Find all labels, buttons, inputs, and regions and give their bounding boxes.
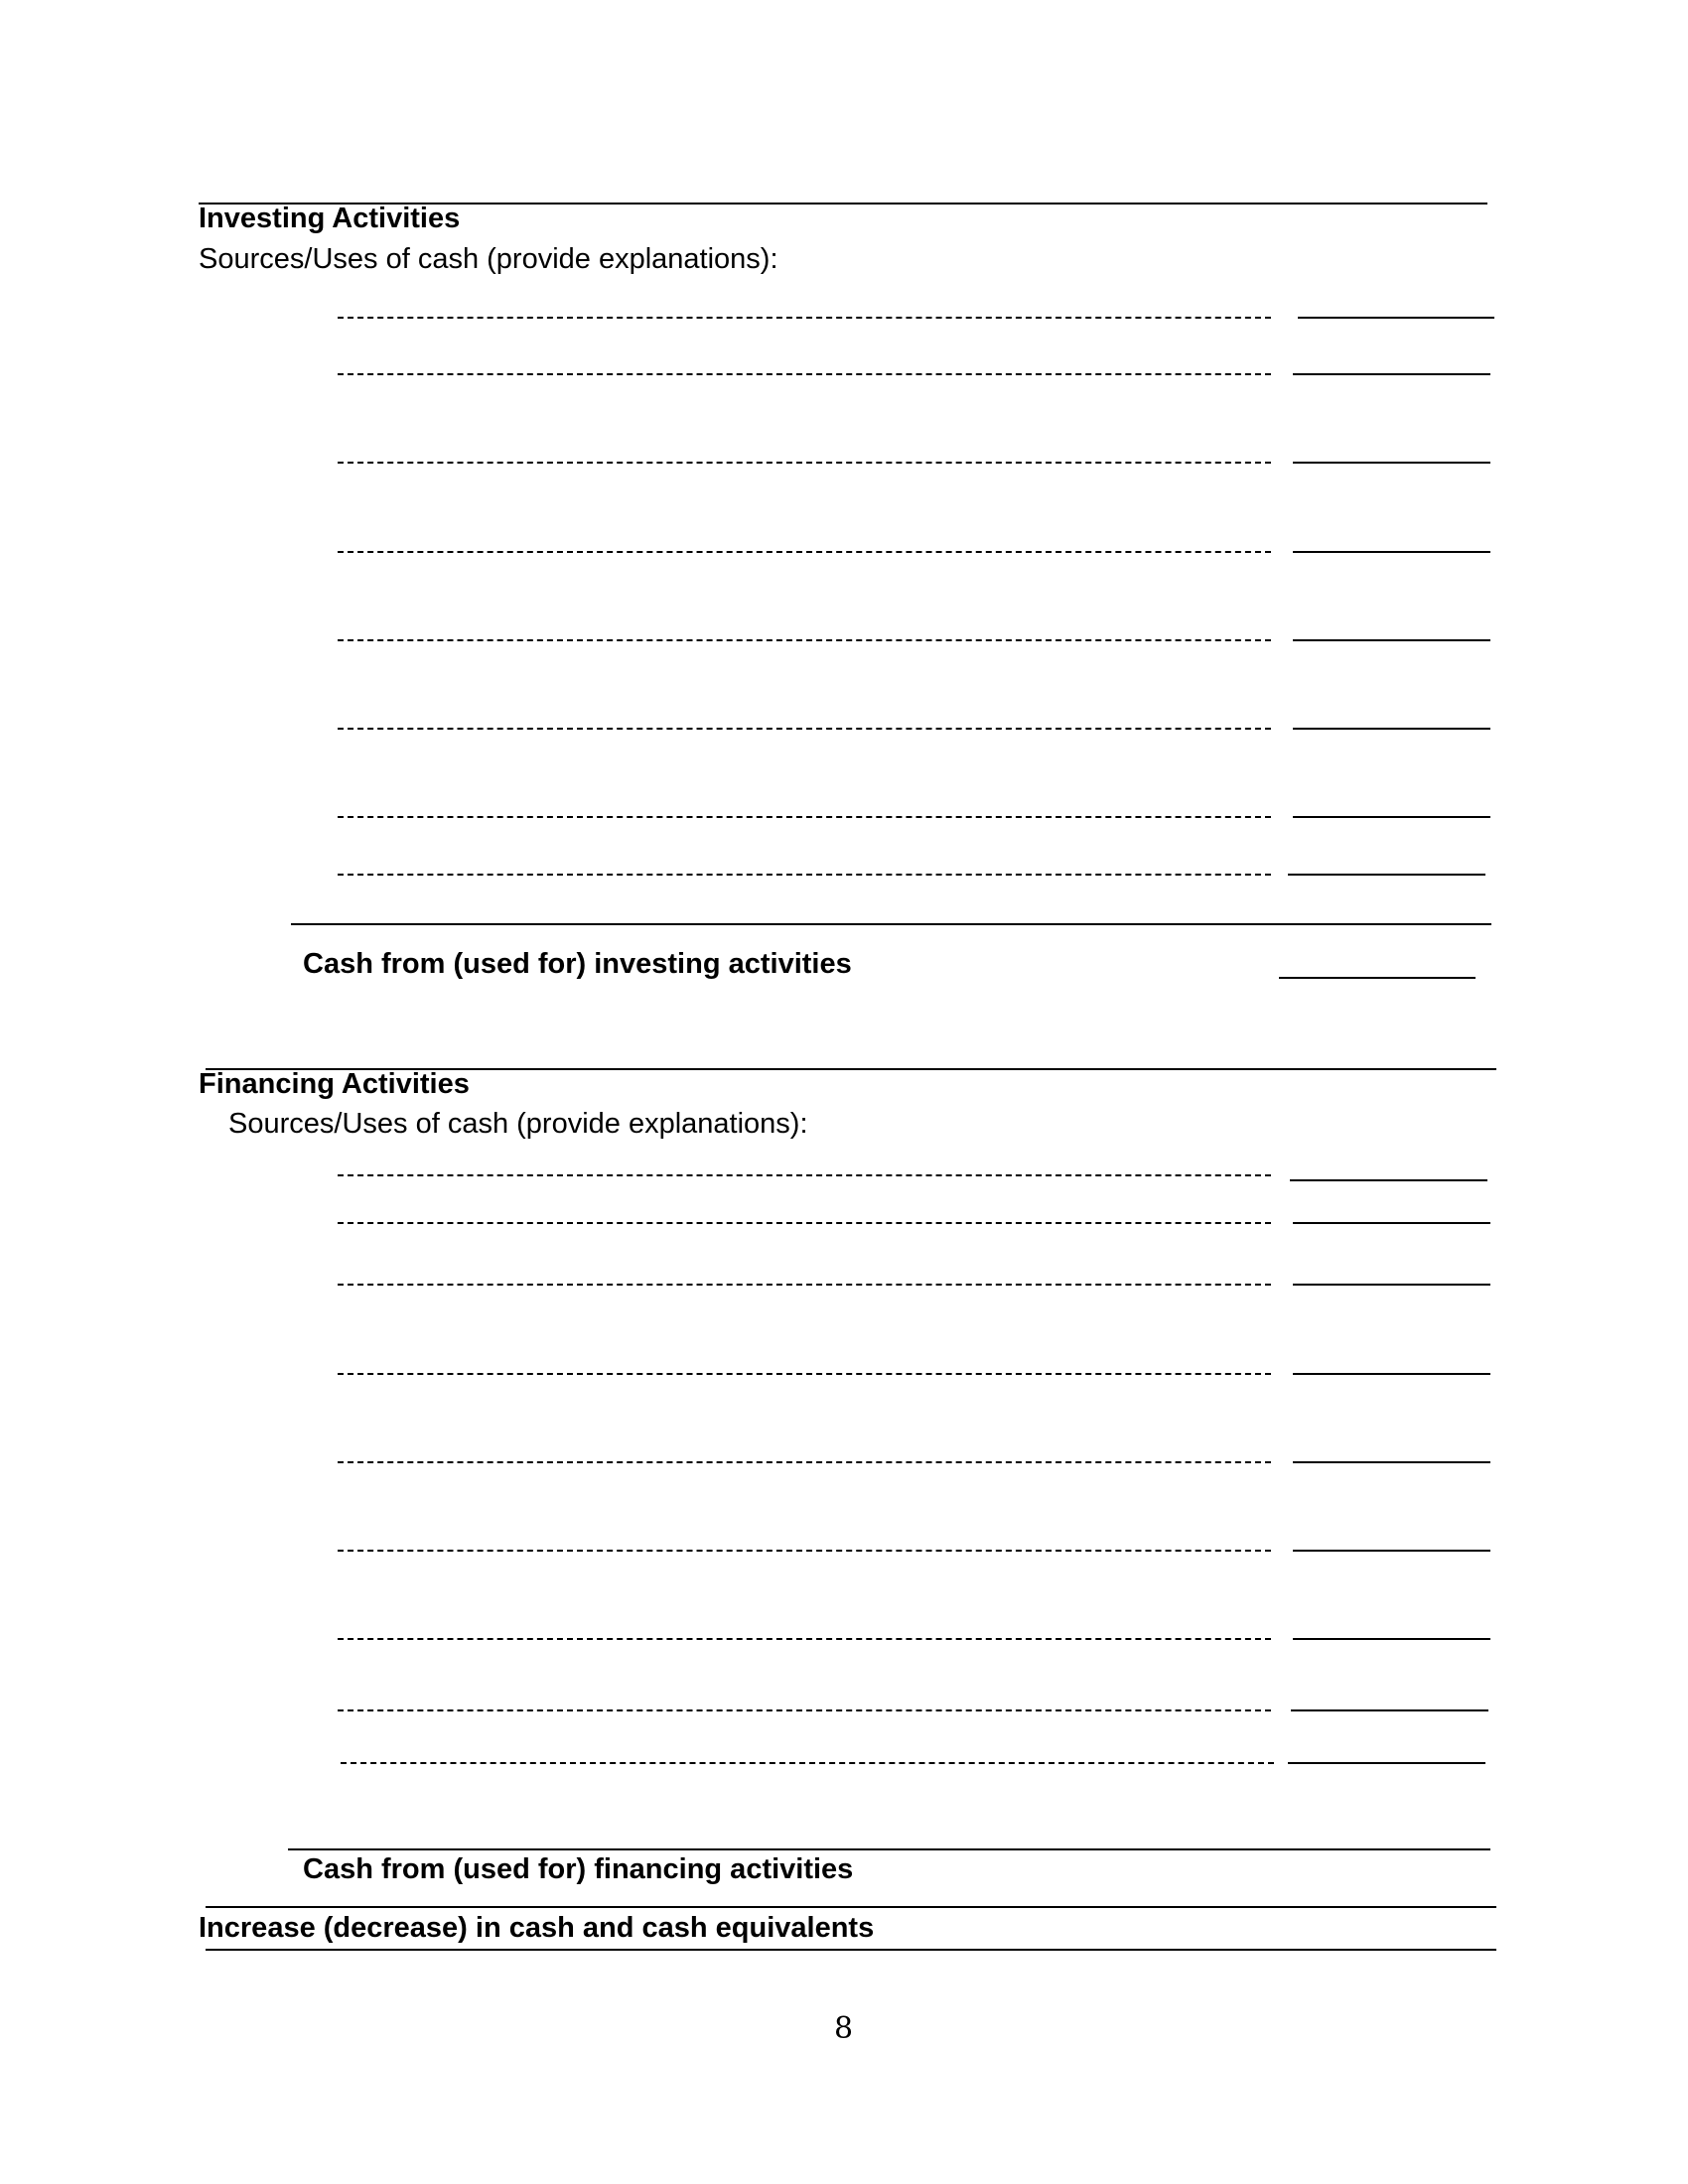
financing-amount-blank-4[interactable] <box>1293 1373 1490 1375</box>
financing-amount-blank-3[interactable] <box>1293 1284 1490 1286</box>
investing-amount-blank-7[interactable] <box>1293 816 1490 818</box>
investing-amount-blank-3[interactable] <box>1293 462 1490 464</box>
investing-amount-blank-1[interactable] <box>1298 317 1494 319</box>
financing-total-label: Cash from (used for) financing activities <box>303 1853 854 1885</box>
financing-total-rule <box>288 1848 1490 1850</box>
investing-explanation-line-6[interactable] <box>338 728 1271 730</box>
investing-explanation-line-7[interactable] <box>338 816 1271 818</box>
financing-amount-blank-9[interactable] <box>1288 1762 1485 1764</box>
financing-explanation-line-2[interactable] <box>338 1222 1271 1224</box>
investing-amount-blank-6[interactable] <box>1293 728 1490 730</box>
investing-heading: Investing Activities <box>199 203 461 234</box>
page-number: 8 <box>834 2011 854 2046</box>
financing-explanation-line-7[interactable] <box>338 1638 1271 1640</box>
financing-amount-blank-1[interactable] <box>1290 1179 1487 1181</box>
financing-explanation-line-5[interactable] <box>338 1461 1271 1463</box>
investing-explanation-line-1[interactable] <box>338 317 1271 319</box>
investing-explanation-line-8[interactable] <box>338 874 1271 876</box>
investing-amount-blank-2[interactable] <box>1293 373 1490 375</box>
investing-explanation-line-4[interactable] <box>338 551 1271 553</box>
investing-total-label: Cash from (used for) investing activities <box>303 948 852 980</box>
investing-amount-blank-5[interactable] <box>1293 639 1490 641</box>
financing-heading: Financing Activities <box>199 1068 470 1100</box>
investing-explanation-line-3[interactable] <box>338 462 1271 464</box>
net-change-label: Increase (decrease) in cash and cash equivalents <box>199 1912 875 1944</box>
investing-prompt: Sources/Uses of cash (provide explanations): <box>199 243 778 275</box>
investing-total-rule <box>291 923 1491 925</box>
financing-explanation-line-8[interactable] <box>338 1709 1271 1711</box>
investing-explanation-line-2[interactable] <box>338 373 1271 375</box>
financing-amount-blank-2[interactable] <box>1293 1222 1490 1224</box>
financing-prompt: Sources/Uses of cash (provide explanations): <box>228 1108 808 1140</box>
net-change-top-rule <box>206 1906 1496 1908</box>
financing-amount-blank-6[interactable] <box>1293 1550 1490 1552</box>
financing-explanation-line-1[interactable] <box>338 1174 1271 1176</box>
financing-amount-blank-5[interactable] <box>1293 1461 1490 1463</box>
financing-explanation-line-4[interactable] <box>338 1373 1271 1375</box>
net-change-bottom-rule <box>206 1949 1496 1951</box>
financing-amount-blank-7[interactable] <box>1293 1638 1490 1640</box>
financing-explanation-line-3[interactable] <box>338 1284 1271 1286</box>
financing-explanation-line-6[interactable] <box>338 1550 1271 1552</box>
financing-explanation-line-9[interactable] <box>341 1762 1274 1764</box>
investing-amount-blank-8[interactable] <box>1288 874 1485 876</box>
investing-explanation-line-5[interactable] <box>338 639 1271 641</box>
investing-total-amount-blank[interactable] <box>1279 977 1476 979</box>
financing-amount-blank-8[interactable] <box>1291 1709 1488 1711</box>
investing-amount-blank-4[interactable] <box>1293 551 1490 553</box>
